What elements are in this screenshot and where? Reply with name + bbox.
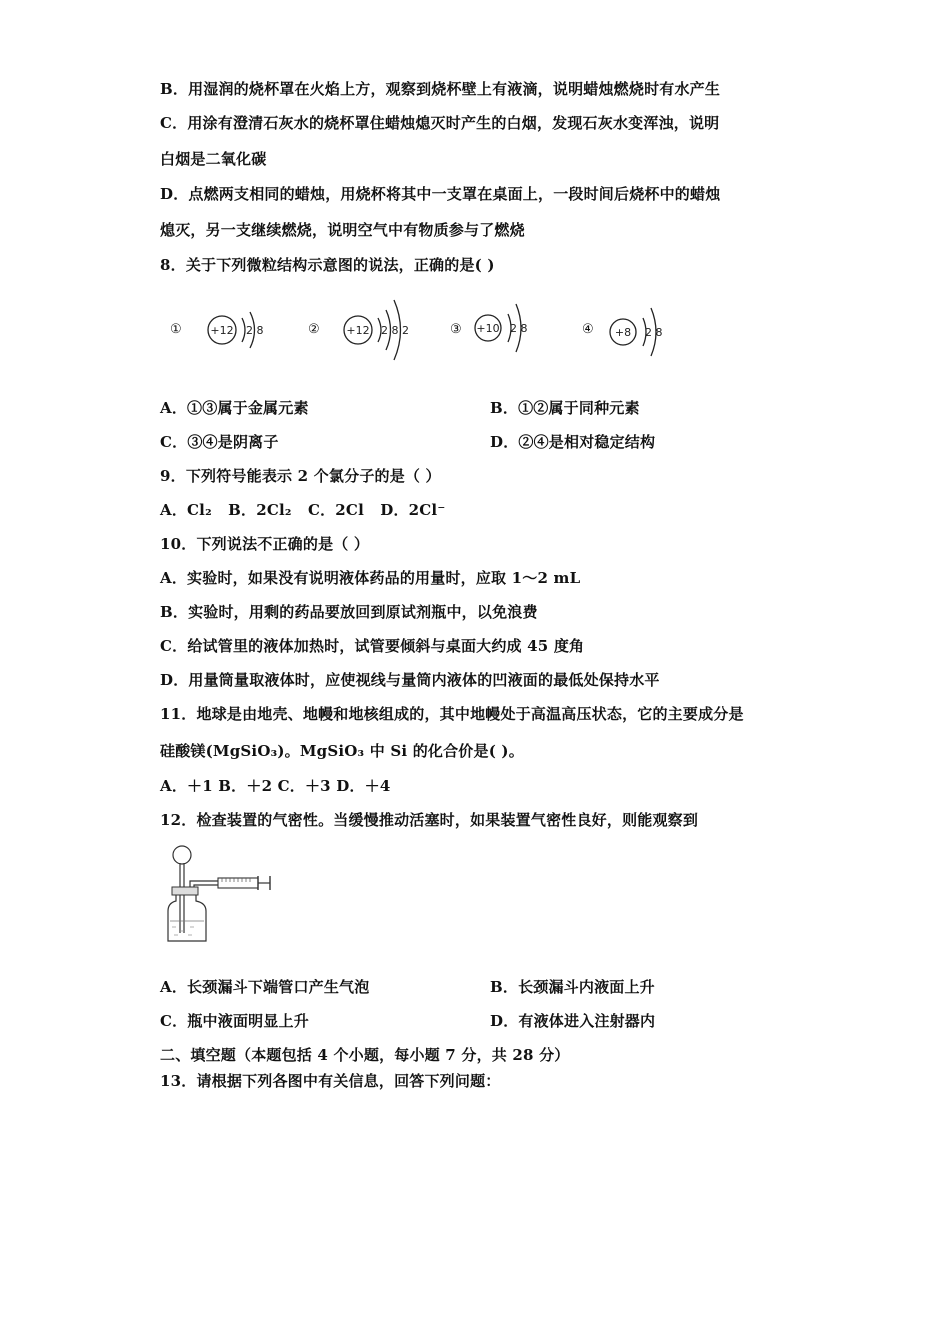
atom-3-nucleus: +10 — [476, 322, 500, 335]
atom-diagram-2 — [308, 292, 418, 372]
q9-stem: 9．下列符号能表示 2 个氯分子的是（ ） — [160, 467, 441, 485]
q10-option-a: A．实验时，如果没有说明液体药品的用量时，应取 1～2 mL — [160, 569, 581, 587]
q7-option-b: B．用湿润的烧杯罩在火焰上方，观察到烧杯壁上有液滴，说明蜡烛燃烧时有水产生 — [160, 80, 721, 98]
q10-option-d: D．用量筒量取液体时，应使视线与量筒内液体的凹液面的最低处保持水平 — [160, 671, 660, 689]
atom-3-shells: 2 8 — [510, 322, 528, 335]
atom-diagram-3 — [450, 292, 550, 372]
atom-diagram-4 — [580, 292, 680, 372]
airtightness-apparatus-icon — [160, 843, 280, 948]
q7-option-c-line1: C．用涂有澄清石灰水的烧杯罩住蜡烛熄灭时产生的白烟，发现石灰水变浑浊，说明 — [160, 114, 720, 132]
q8-option-a: A．①③属于金属元素 — [160, 399, 309, 417]
atom-4-shells: 2 8 — [645, 326, 663, 339]
q12-option-a: A．长颈漏斗下端管口产生气泡 — [160, 978, 370, 996]
q13-stem: 13．请根据下列各图中有关信息，回答下列问题： — [160, 1072, 501, 1090]
q11-options: A．＋1 B．＋2 C．＋3 D．＋4 — [160, 777, 391, 795]
q7-option-d-line1: D．点燃两支相同的蜡烛，用烧杯将其中一支罩在桌面上，一段时间后烧杯中的蜡烛 — [160, 185, 721, 203]
atom-1-nucleus: +12 — [210, 324, 234, 337]
q12-option-d: D．有液体进入注射器内 — [490, 1012, 656, 1030]
q8-stem: 8．关于下列微粒结构示意图的说法，正确的是( ) — [160, 256, 495, 274]
q9-option-c: C．2Cl — [307, 501, 364, 519]
q12-option-b: B．长颈漏斗内液面上升 — [490, 978, 655, 996]
q10-stem: 10．下列说法不正确的是（ ） — [160, 535, 370, 553]
q11-stem-line1: 11．地球是由地壳、地幔和地核组成的，其中地幔处于高温高压状态，它的主要成分是 — [160, 705, 744, 723]
q12-option-c: C．瓶中液面明显上升 — [160, 1012, 309, 1030]
atom-1-structure-icon — [170, 292, 280, 372]
q8-option-c: C．③④是阴离子 — [160, 433, 279, 451]
q11-stem-line2: 硅酸镁(MgSiO₃)。MgSiO₃ 中 Si 的化合价是( )。 — [160, 742, 524, 760]
q10-option-b: B．实验时，用剩的药品要放回到原试剂瓶中，以免浪费 — [160, 603, 538, 621]
atom-1-label: ① — [170, 322, 182, 337]
atom-2-label: ② — [308, 322, 320, 337]
atom-4-label: ④ — [582, 322, 594, 337]
q10-option-c: C．给试管里的液体加热时，试管要倾斜与桌面大约成 45 度角 — [160, 637, 585, 655]
q8-option-b: B．①②属于同种元素 — [490, 399, 640, 417]
q7-option-d-line2: 熄灭，另一支继续燃烧，说明空气中有物质参与了燃烧 — [160, 221, 525, 239]
q9-options — [160, 499, 445, 520]
q9-option-a: A．Cl₂ — [160, 501, 212, 519]
atom-3-structure-icon — [450, 292, 550, 372]
section-2-title: 二、填空题（本题包括 4 个小题，每小题 7 分，共 28 分） — [160, 1046, 570, 1064]
q8-option-d: D．②④是相对稳定结构 — [490, 433, 656, 451]
atom-3-label: ③ — [450, 322, 462, 337]
atom-2-structure-icon — [308, 292, 418, 372]
atom-1-shells: 2 8 — [246, 324, 264, 337]
atom-4-structure-icon — [580, 292, 680, 372]
q9-option-d: D．2Cl⁻ — [380, 501, 446, 519]
atom-diagram-1 — [170, 292, 280, 372]
atom-2-nucleus: +12 — [346, 324, 370, 337]
q7-option-c-line2: 白烟是二氧化碳 — [160, 150, 267, 168]
q9-option-b: B．2Cl₂ — [228, 501, 292, 519]
q12-stem: 12．检查装置的气密性。当缓慢推动活塞时，如果装置气密性良好，则能观察到 — [160, 811, 699, 829]
atom-4-nucleus: +8 — [614, 326, 632, 339]
atom-2-shells: 2 8 2 — [381, 324, 409, 337]
